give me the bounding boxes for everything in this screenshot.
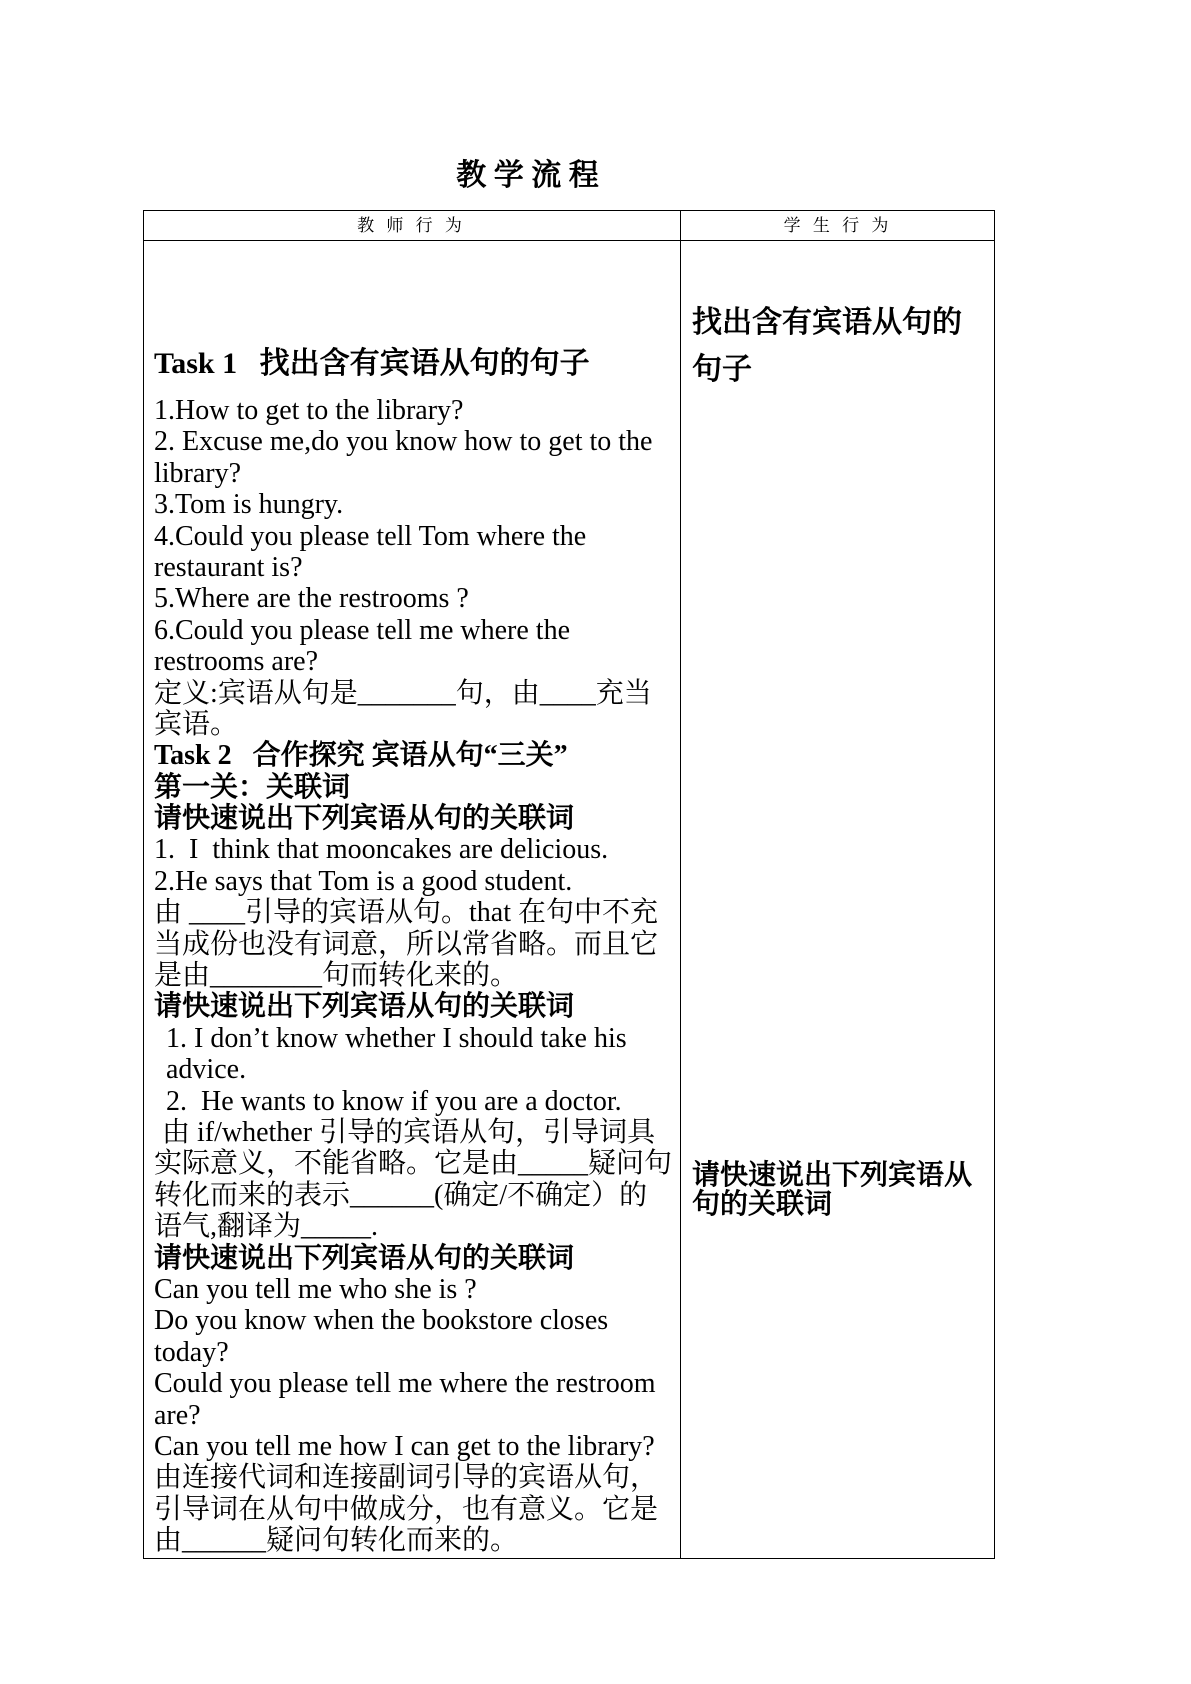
group3-example-line: today? [154, 1336, 229, 1368]
group1-explanation-line: 当成份也没有词意，所以常省略。而且它 [154, 928, 659, 960]
group2-explanation-line: 转化而来的表示______(确定/不确定）的 [154, 1179, 648, 1211]
column-divider [680, 210, 681, 1559]
task1-sentence-line: restrooms are? [154, 646, 319, 678]
student-note-line: 句子 [692, 353, 752, 386]
group2-explanation-line: 由 if/whether 引导的宾语从句，引导词具 [162, 1116, 656, 1148]
group3-example-line: Can you tell me how I can get to the library? [154, 1430, 655, 1462]
group1-prompt: 请快速说出下列宾语从句的关联词 [154, 803, 575, 835]
definition-line: 定义:宾语从句是_______句，由____充当 [154, 677, 652, 709]
group2-example-line: 1. I don’t know whether I should take his [166, 1022, 627, 1054]
group3-example-line: Could you please tell me where the restroom [154, 1368, 656, 1400]
task1-heading: Task 1 找出含有宾语从句的句子 [154, 347, 590, 380]
group2-example-line: advice. [166, 1054, 247, 1086]
task1-sentence-line: 1.How to get to the library? [154, 395, 464, 426]
group3-example-line: are? [154, 1399, 201, 1431]
group2-explanation-line: 语气,翻译为_____. [154, 1211, 379, 1243]
task1-sentence-line: 4.Could you please tell Tom where the [154, 520, 587, 552]
task1-sentence-line: 2. Excuse me,do you know how to get to the [154, 426, 653, 458]
group3-explanation-line: 由______疑问句转化而来的。 [154, 1525, 519, 1557]
task1-sentence-line: 3.Tom is hungry. [154, 489, 344, 521]
group2-explanation-line: 实际意义，不能省略。它是由_____疑问句 [154, 1148, 673, 1180]
task1-sentence-line: library? [154, 457, 242, 489]
group3-explanation-line: 由连接代词和连接副词引导的宾语从句， [154, 1462, 659, 1494]
teacher-lines [154, 395, 674, 1556]
group1-explanation-line: 是由________句而转化来的。 [154, 960, 519, 992]
student-note-connectives [692, 1161, 988, 1219]
header-divider [143, 240, 995, 241]
group3-prompt: 请快速说出下列宾语从句的关联词 [154, 1242, 575, 1274]
group2-prompt: 请快速说出下列宾语从句的关联词 [154, 991, 575, 1023]
student-column-header: 学 生 行 为 [783, 216, 893, 235]
page-title: 教 学 流 程 [456, 159, 599, 192]
group1-example-line: 1. I think that mooncakes are delicious. [154, 834, 609, 866]
task2-heading: Task 2 合作探究 宾语从句“三关” [154, 740, 568, 772]
student-note-line: 找出含有宾语从句的 [692, 306, 962, 339]
level1-heading: 第一关：关联词 [154, 771, 351, 803]
group3-example-line: Do you know when the bookstore closes [154, 1305, 609, 1337]
group1-example-line: 2.He says that Tom is a good student. [154, 865, 573, 897]
student-note-line: 句的关联词 [692, 1189, 833, 1220]
group3-explanation-line: 引导词在从句中做成分，也有意义。它是 [154, 1493, 659, 1525]
task1-sentence-line: 6.Could you please tell me where the [154, 614, 570, 646]
group1-explanation-line: 由 ____引导的宾语从句。that 在句中不充 [154, 897, 658, 929]
student-note-line: 请快速说出下列宾语从 [692, 1160, 973, 1191]
task1-sentence-line: 5.Where are the restrooms ? [154, 583, 469, 615]
teacher-column-content [154, 344, 674, 1556]
group3-example-line: Can you tell me who she is ? [154, 1273, 477, 1305]
group2-example-line: 2. He wants to know if you are a doctor. [166, 1085, 622, 1117]
definition-line: 宾语。 [154, 708, 239, 740]
task1-sentence-line: restaurant is? [154, 551, 303, 583]
student-note-find-sentences [692, 299, 988, 393]
teacher-column-header: 教 师 行 为 [357, 216, 466, 235]
